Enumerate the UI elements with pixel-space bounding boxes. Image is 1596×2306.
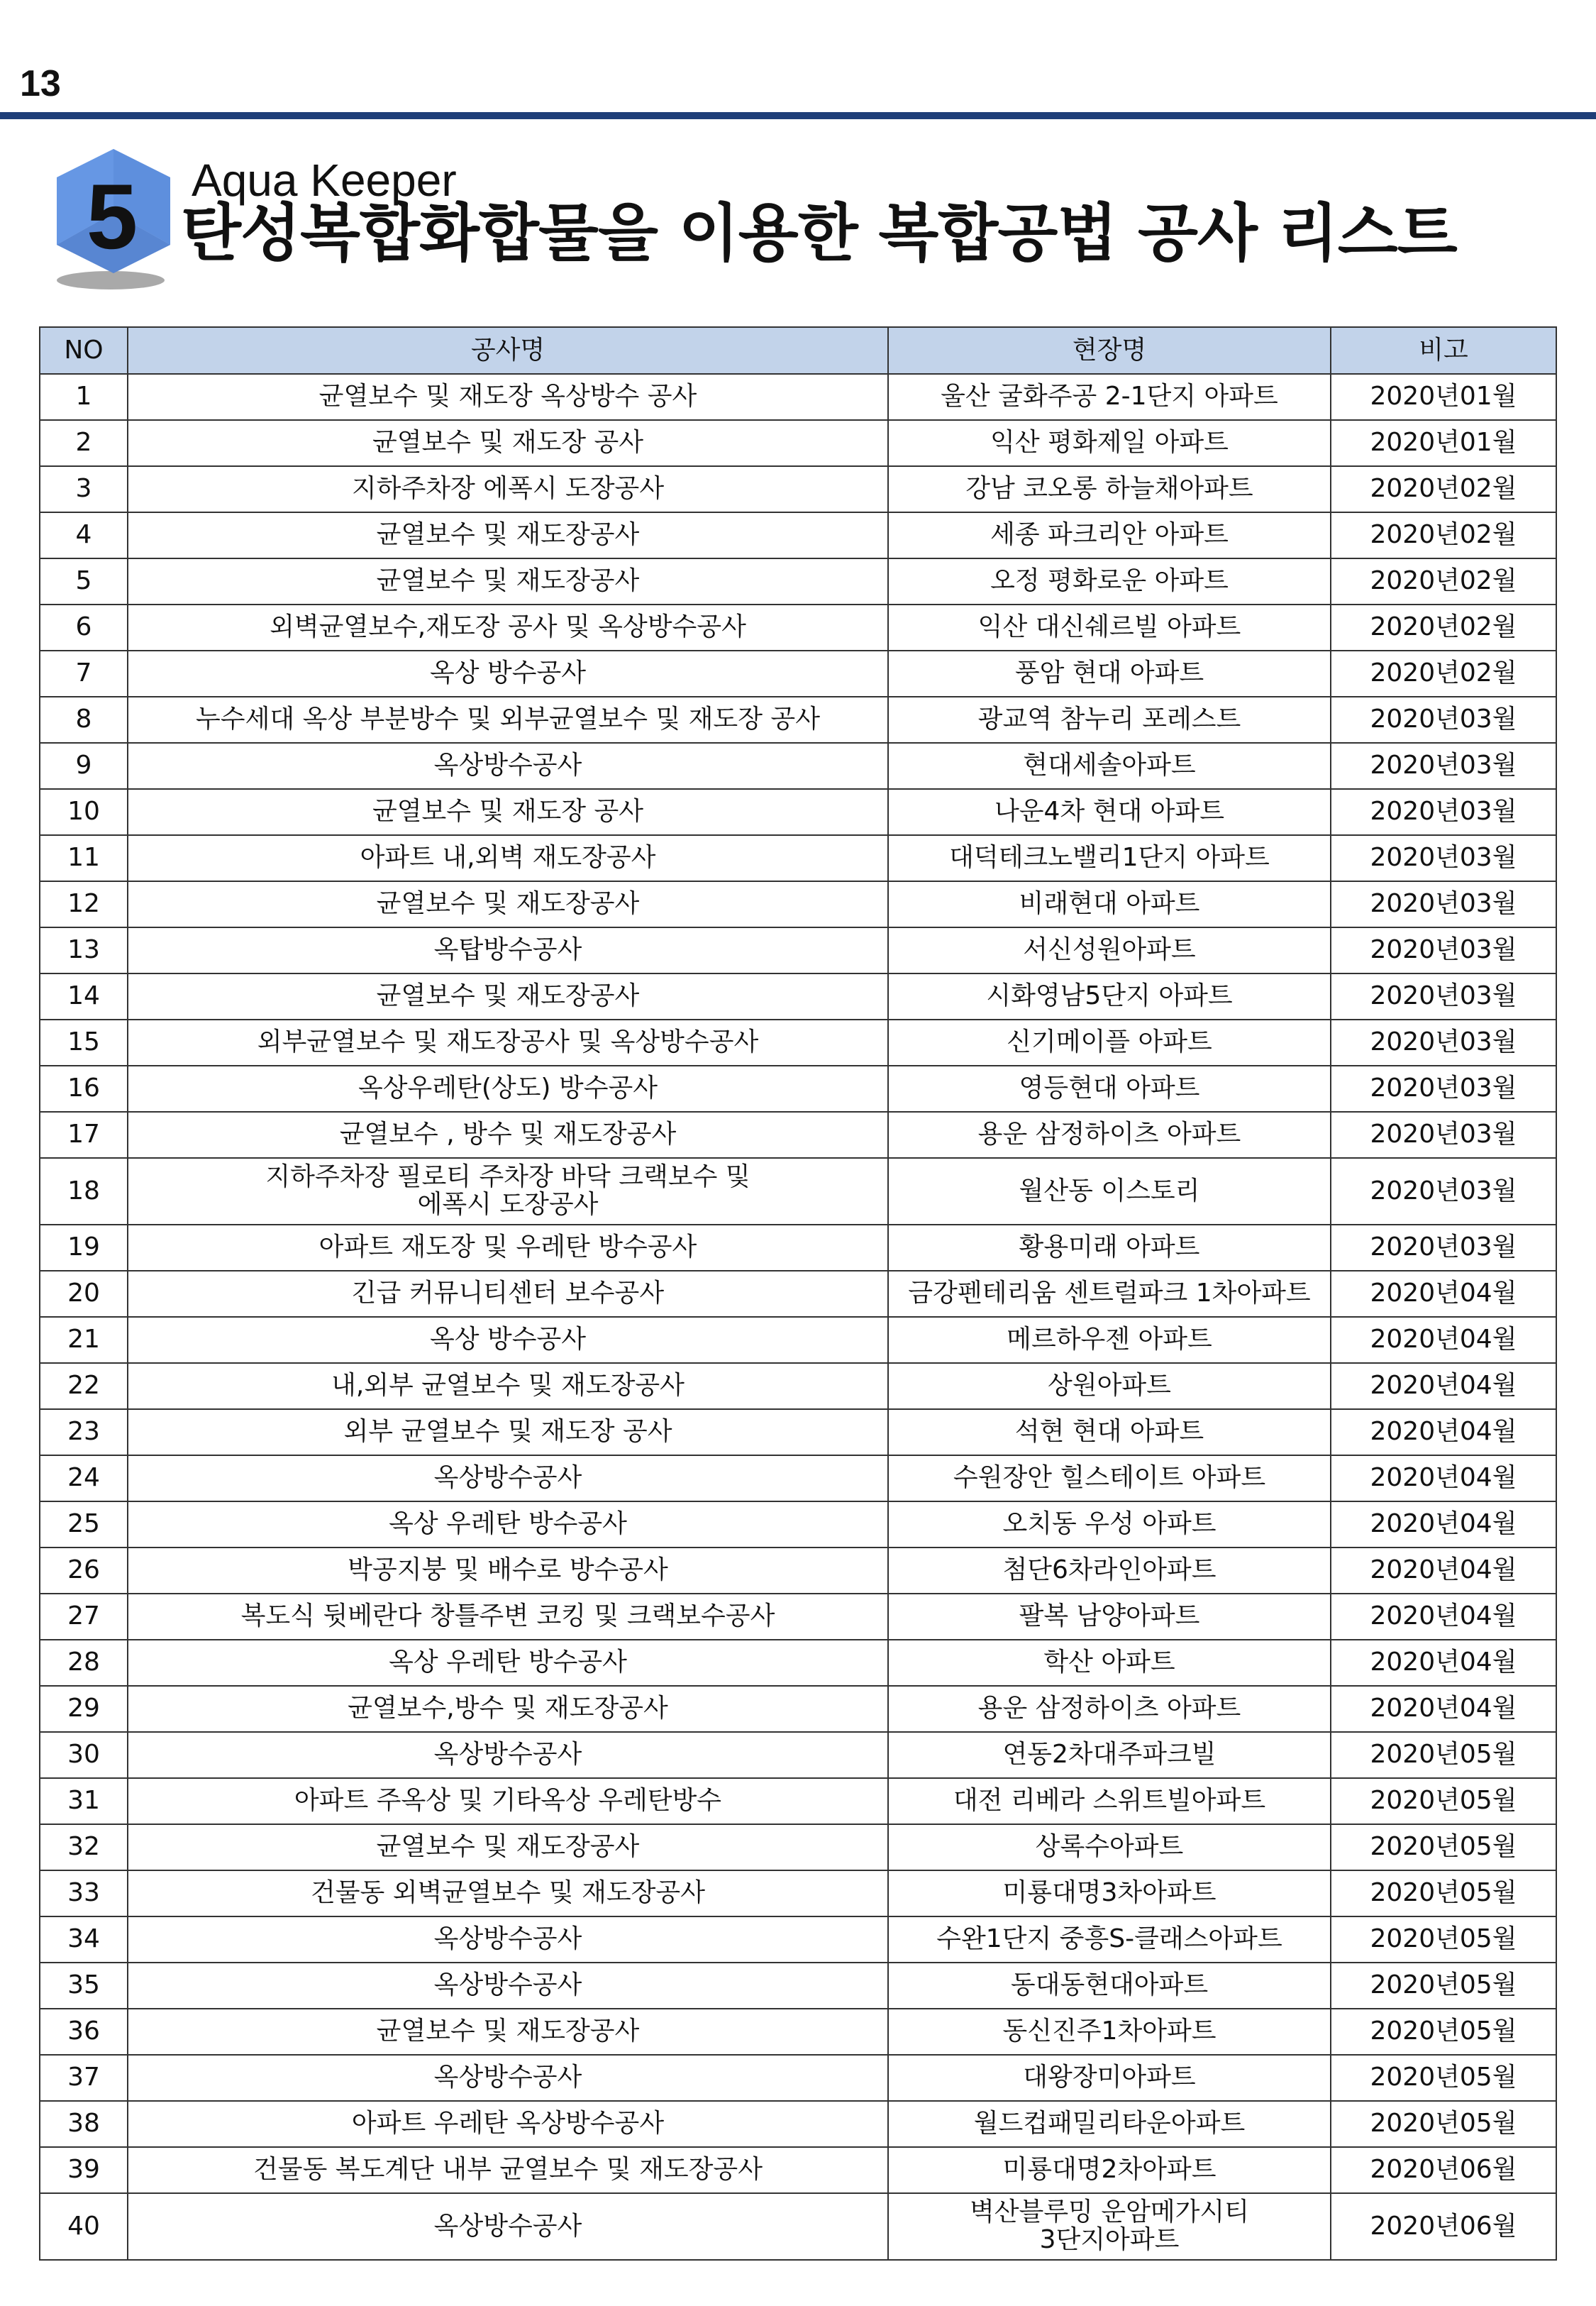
section-number: 5	[86, 165, 138, 268]
badge-shadow	[57, 271, 165, 289]
cell-no: 10	[40, 789, 128, 835]
cell-project-name: 균열보수 및 재도장 옥상방수 공사	[128, 374, 888, 420]
cell-site-name: 비래현대 아파트	[888, 881, 1331, 927]
cell-note: 2020년05월	[1331, 1870, 1556, 1916]
cell-no: 13	[40, 927, 128, 973]
section-number-badge	[50, 145, 177, 294]
cell-site-name: 수완1단지 중흥S-클래스아파트	[888, 1916, 1331, 1963]
cell-project-name: 옥상방수공사	[128, 1455, 888, 1501]
cell-project-name: 균열보수 및 재도장 공사	[128, 420, 888, 466]
table-row	[40, 651, 1556, 697]
cell-project-name: 균열보수 및 재도장 공사	[128, 789, 888, 835]
table-row	[40, 1317, 1556, 1363]
cell-note: 2020년04월	[1331, 1548, 1556, 1594]
table-row	[40, 835, 1556, 881]
cell-site-name: 첨단6차라인아파트	[888, 1548, 1331, 1594]
cell-note: 2020년06월	[1331, 2147, 1556, 2193]
table-row	[40, 1158, 1556, 1225]
cell-site-name: 학산 아파트	[888, 1640, 1331, 1686]
cell-site-name: 황용미래 아파트	[888, 1225, 1331, 1271]
table-row	[40, 1870, 1556, 1916]
cell-note: 2020년02월	[1331, 651, 1556, 697]
cell-site-name: 월드컵패밀리타운아파트	[888, 2101, 1331, 2147]
cell-project-name: 긴급 커뮤니티센터 보수공사	[128, 1271, 888, 1317]
cell-note: 2020년04월	[1331, 1317, 1556, 1363]
cell-project-name: 외부균열보수 및 재도장공사 및 옥상방수공사	[128, 1020, 888, 1066]
cell-site-name: 익산 평화제일 아파트	[888, 420, 1331, 466]
table-row	[40, 1112, 1556, 1158]
cell-project-name: 옥상방수공사	[128, 2193, 888, 2260]
table-row	[40, 1363, 1556, 1409]
cell-project-name: 균열보수 및 재도장공사	[128, 881, 888, 927]
cell-project-name: 옥상방수공사	[128, 743, 888, 789]
cell-note: 2020년06월	[1331, 2193, 1556, 2260]
table-row	[40, 1501, 1556, 1548]
table-row	[40, 605, 1556, 651]
cell-project-name: 아파트 우레탄 옥상방수공사	[128, 2101, 888, 2147]
cell-site-name: 영등현대 아파트	[888, 1066, 1331, 1112]
cell-no: 32	[40, 1824, 128, 1870]
cell-note: 2020년04월	[1331, 1271, 1556, 1317]
cell-no: 31	[40, 1778, 128, 1824]
header-no: NO	[40, 327, 128, 374]
cell-project-name: 외벽균열보수,재도장 공사 및 옥상방수공사	[128, 605, 888, 651]
cell-no: 29	[40, 1686, 128, 1732]
title-subtitle: Aqua Keeper	[192, 155, 457, 206]
cell-project-name: 균열보수 및 재도장공사	[128, 1824, 888, 1870]
table-row	[40, 512, 1556, 558]
cell-no: 3	[40, 466, 128, 512]
cell-site-name: 오정 평화로운 아파트	[888, 558, 1331, 605]
cell-note: 2020년05월	[1331, 1778, 1556, 1824]
cell-note: 2020년03월	[1331, 789, 1556, 835]
cell-note: 2020년05월	[1331, 2009, 1556, 2055]
cell-note: 2020년04월	[1331, 1640, 1556, 1686]
cell-site-name: 나운4차 현대 아파트	[888, 789, 1331, 835]
cell-no: 24	[40, 1455, 128, 1501]
table-row	[40, 1824, 1556, 1870]
cell-project-name: 균열보수 및 재도장공사	[128, 512, 888, 558]
table-row	[40, 1455, 1556, 1501]
cell-note: 2020년03월	[1331, 1112, 1556, 1158]
cell-note: 2020년03월	[1331, 835, 1556, 881]
cell-site-name: 대전 리베라 스위트빌아파트	[888, 1778, 1331, 1824]
cell-site-name: 월산동 이스토리	[888, 1158, 1331, 1225]
header-project-name: 공사명	[128, 327, 888, 374]
cell-project-name: 아파트 내,외벽 재도장공사	[128, 835, 888, 881]
cell-no: 22	[40, 1363, 128, 1409]
cell-site-name: 석현 현대 아파트	[888, 1409, 1331, 1455]
cell-project-name: 지하주차장 필로티 주차장 바닥 크랙보수 및 에폭시 도장공사	[128, 1158, 888, 1225]
cell-no: 18	[40, 1158, 128, 1225]
cell-note: 2020년04월	[1331, 1409, 1556, 1455]
table-row	[40, 743, 1556, 789]
cell-project-name: 내,외부 균열보수 및 재도장공사	[128, 1363, 888, 1409]
cell-note: 2020년03월	[1331, 927, 1556, 973]
cell-no: 5	[40, 558, 128, 605]
cell-note: 2020년05월	[1331, 2101, 1556, 2147]
cell-project-name: 건물동 외벽균열보수 및 재도장공사	[128, 1870, 888, 1916]
header-note: 비고	[1331, 327, 1556, 374]
table-row	[40, 2193, 1556, 2260]
cell-no: 34	[40, 1916, 128, 1963]
cell-no: 36	[40, 2009, 128, 2055]
cell-no: 40	[40, 2193, 128, 2260]
cell-note: 2020년05월	[1331, 1916, 1556, 1963]
table-row	[40, 1594, 1556, 1640]
cell-no: 16	[40, 1066, 128, 1112]
cell-no: 26	[40, 1548, 128, 1594]
table-row	[40, 1686, 1556, 1732]
cell-site-name: 풍암 현대 아파트	[888, 651, 1331, 697]
cell-no: 39	[40, 2147, 128, 2193]
cell-note: 2020년03월	[1331, 973, 1556, 1020]
cell-site-name: 익산 대신쉐르빌 아파트	[888, 605, 1331, 651]
table-row	[40, 2009, 1556, 2055]
cell-site-name: 미룡대명2차아파트	[888, 2147, 1331, 2193]
cell-note: 2020년04월	[1331, 1363, 1556, 1409]
cell-note: 2020년05월	[1331, 1963, 1556, 2009]
cell-project-name: 균열보수 및 재도장공사	[128, 973, 888, 1020]
table-row	[40, 1271, 1556, 1317]
table-row	[40, 1916, 1556, 1963]
table-row	[40, 420, 1556, 466]
cell-project-name: 균열보수 및 재도장공사	[128, 558, 888, 605]
cell-project-name: 균열보수 , 방수 및 재도장공사	[128, 1112, 888, 1158]
cell-site-name: 시화영남5단지 아파트	[888, 973, 1331, 1020]
cell-no: 27	[40, 1594, 128, 1640]
cell-project-name: 옥상 방수공사	[128, 1317, 888, 1363]
cell-site-name: 신기메이플 아파트	[888, 1020, 1331, 1066]
page-title: 탄성복합화합물을 이용한 복합공법 공사 리스트	[181, 197, 1457, 270]
cell-no: 12	[40, 881, 128, 927]
cell-site-name: 벽산블루밍 운암메가시티 3단지아파트	[888, 2193, 1331, 2260]
cell-no: 25	[40, 1501, 128, 1548]
cell-site-name: 연동2차대주파크빌	[888, 1732, 1331, 1778]
cell-note: 2020년05월	[1331, 1732, 1556, 1778]
cell-note: 2020년03월	[1331, 1225, 1556, 1271]
table-row	[40, 1548, 1556, 1594]
cell-project-name: 옥상우레탄(상도) 방수공사	[128, 1066, 888, 1112]
cell-site-name: 광교역 참누리 포레스트	[888, 697, 1331, 743]
cell-project-name: 박공지붕 및 배수로 방수공사	[128, 1548, 888, 1594]
cell-note: 2020년03월	[1331, 1020, 1556, 1066]
cell-note: 2020년01월	[1331, 420, 1556, 466]
cell-project-name: 균열보수,방수 및 재도장공사	[128, 1686, 888, 1732]
table-row	[40, 2055, 1556, 2101]
header-rule	[0, 112, 1596, 119]
cell-note: 2020년04월	[1331, 1501, 1556, 1548]
cell-note: 2020년05월	[1331, 1824, 1556, 1870]
cell-note: 2020년04월	[1331, 1594, 1556, 1640]
cell-no: 9	[40, 743, 128, 789]
cell-no: 38	[40, 2101, 128, 2147]
cell-project-name: 아파트 재도장 및 우레탄 방수공사	[128, 1225, 888, 1271]
cell-site-name: 미룡대명3차아파트	[888, 1870, 1331, 1916]
cell-site-name: 용운 삼정하이츠 아파트	[888, 1112, 1331, 1158]
table-row	[40, 1963, 1556, 2009]
cell-project-name: 복도식 뒷베란다 창틀주변 코킹 및 크랙보수공사	[128, 1594, 888, 1640]
cell-site-name: 팔복 남양아파트	[888, 1594, 1331, 1640]
table-row	[40, 1020, 1556, 1066]
cell-no: 1	[40, 374, 128, 420]
cell-project-name: 건물동 복도계단 내부 균열보수 및 재도장공사	[128, 2147, 888, 2193]
cell-note: 2020년03월	[1331, 743, 1556, 789]
cell-project-name: 옥상방수공사	[128, 1916, 888, 1963]
table-row	[40, 1409, 1556, 1455]
cell-project-name: 옥상 우레탄 방수공사	[128, 1640, 888, 1686]
table-row	[40, 927, 1556, 973]
cell-project-name: 옥탑방수공사	[128, 927, 888, 973]
table-row	[40, 1778, 1556, 1824]
table-row	[40, 2101, 1556, 2147]
cell-no: 19	[40, 1225, 128, 1271]
cell-note: 2020년03월	[1331, 1066, 1556, 1112]
cell-no: 17	[40, 1112, 128, 1158]
table-row	[40, 2147, 1556, 2193]
table-row	[40, 374, 1556, 420]
table-row	[40, 789, 1556, 835]
table-row	[40, 558, 1556, 605]
cell-no: 4	[40, 512, 128, 558]
cell-site-name: 메르하우젠 아파트	[888, 1317, 1331, 1363]
cell-no: 14	[40, 973, 128, 1020]
table-row	[40, 466, 1556, 512]
cell-no: 33	[40, 1870, 128, 1916]
cell-project-name: 누수세대 옥상 부분방수 및 외부균열보수 및 재도장 공사	[128, 697, 888, 743]
cell-no: 8	[40, 697, 128, 743]
cell-note: 2020년01월	[1331, 374, 1556, 420]
cell-site-name: 강남 코오롱 하늘채아파트	[888, 466, 1331, 512]
cell-no: 6	[40, 605, 128, 651]
cell-note: 2020년03월	[1331, 881, 1556, 927]
cell-note: 2020년02월	[1331, 605, 1556, 651]
cell-project-name: 옥상방수공사	[128, 1963, 888, 2009]
table-row	[40, 881, 1556, 927]
cell-no: 30	[40, 1732, 128, 1778]
cell-site-name: 상원아파트	[888, 1363, 1331, 1409]
cell-note: 2020년02월	[1331, 466, 1556, 512]
cell-site-name: 상록수아파트	[888, 1824, 1331, 1870]
project-list-table	[39, 326, 1557, 2261]
cell-project-name: 옥상방수공사	[128, 2055, 888, 2101]
table-row	[40, 973, 1556, 1020]
cell-no: 2	[40, 420, 128, 466]
table-row	[40, 1732, 1556, 1778]
cell-site-name: 현대세솔아파트	[888, 743, 1331, 789]
cell-note: 2020년02월	[1331, 558, 1556, 605]
cell-project-name: 외부 균열보수 및 재도장 공사	[128, 1409, 888, 1455]
page-number: 13	[20, 63, 61, 104]
header-site-name: 현장명	[888, 327, 1331, 374]
cell-no: 20	[40, 1271, 128, 1317]
table-row	[40, 1640, 1556, 1686]
cell-site-name: 동신진주1차아파트	[888, 2009, 1331, 2055]
cell-no: 35	[40, 1963, 128, 2009]
cell-note: 2020년05월	[1331, 2055, 1556, 2101]
cell-site-name: 서신성원아파트	[888, 927, 1331, 973]
cell-project-name: 아파트 주옥상 및 기타옥상 우레탄방수	[128, 1778, 888, 1824]
cell-no: 23	[40, 1409, 128, 1455]
cell-note: 2020년04월	[1331, 1455, 1556, 1501]
cell-no: 7	[40, 651, 128, 697]
cell-no: 15	[40, 1020, 128, 1066]
cell-site-name: 울산 굴화주공 2-1단지 아파트	[888, 374, 1331, 420]
cell-note: 2020년03월	[1331, 697, 1556, 743]
cell-note: 2020년04월	[1331, 1686, 1556, 1732]
cell-site-name: 용운 삼정하이츠 아파트	[888, 1686, 1331, 1732]
cell-no: 21	[40, 1317, 128, 1363]
cell-no: 37	[40, 2055, 128, 2101]
cell-site-name: 동대동현대아파트	[888, 1963, 1331, 2009]
table-header-row	[40, 327, 1556, 374]
cell-note: 2020년03월	[1331, 1158, 1556, 1225]
cell-note: 2020년02월	[1331, 512, 1556, 558]
cell-site-name: 세종 파크리안 아파트	[888, 512, 1331, 558]
cell-project-name: 옥상 우레탄 방수공사	[128, 1501, 888, 1548]
table-row	[40, 1225, 1556, 1271]
cell-site-name: 금강펜테리움 센트럴파크 1차아파트	[888, 1271, 1331, 1317]
cell-no: 28	[40, 1640, 128, 1686]
cell-site-name: 대왕장미아파트	[888, 2055, 1331, 2101]
cell-project-name: 균열보수 및 재도장공사	[128, 2009, 888, 2055]
cell-project-name: 옥상 방수공사	[128, 651, 888, 697]
cell-project-name: 옥상방수공사	[128, 1732, 888, 1778]
cell-site-name: 대덕테크노밸리1단지 아파트	[888, 835, 1331, 881]
table-row	[40, 697, 1556, 743]
cell-site-name: 오치동 우성 아파트	[888, 1501, 1331, 1548]
cell-project-name: 지하주차장 에폭시 도장공사	[128, 466, 888, 512]
cell-site-name: 수원장안 힐스테이트 아파트	[888, 1455, 1331, 1501]
table-row	[40, 1066, 1556, 1112]
cell-no: 11	[40, 835, 128, 881]
